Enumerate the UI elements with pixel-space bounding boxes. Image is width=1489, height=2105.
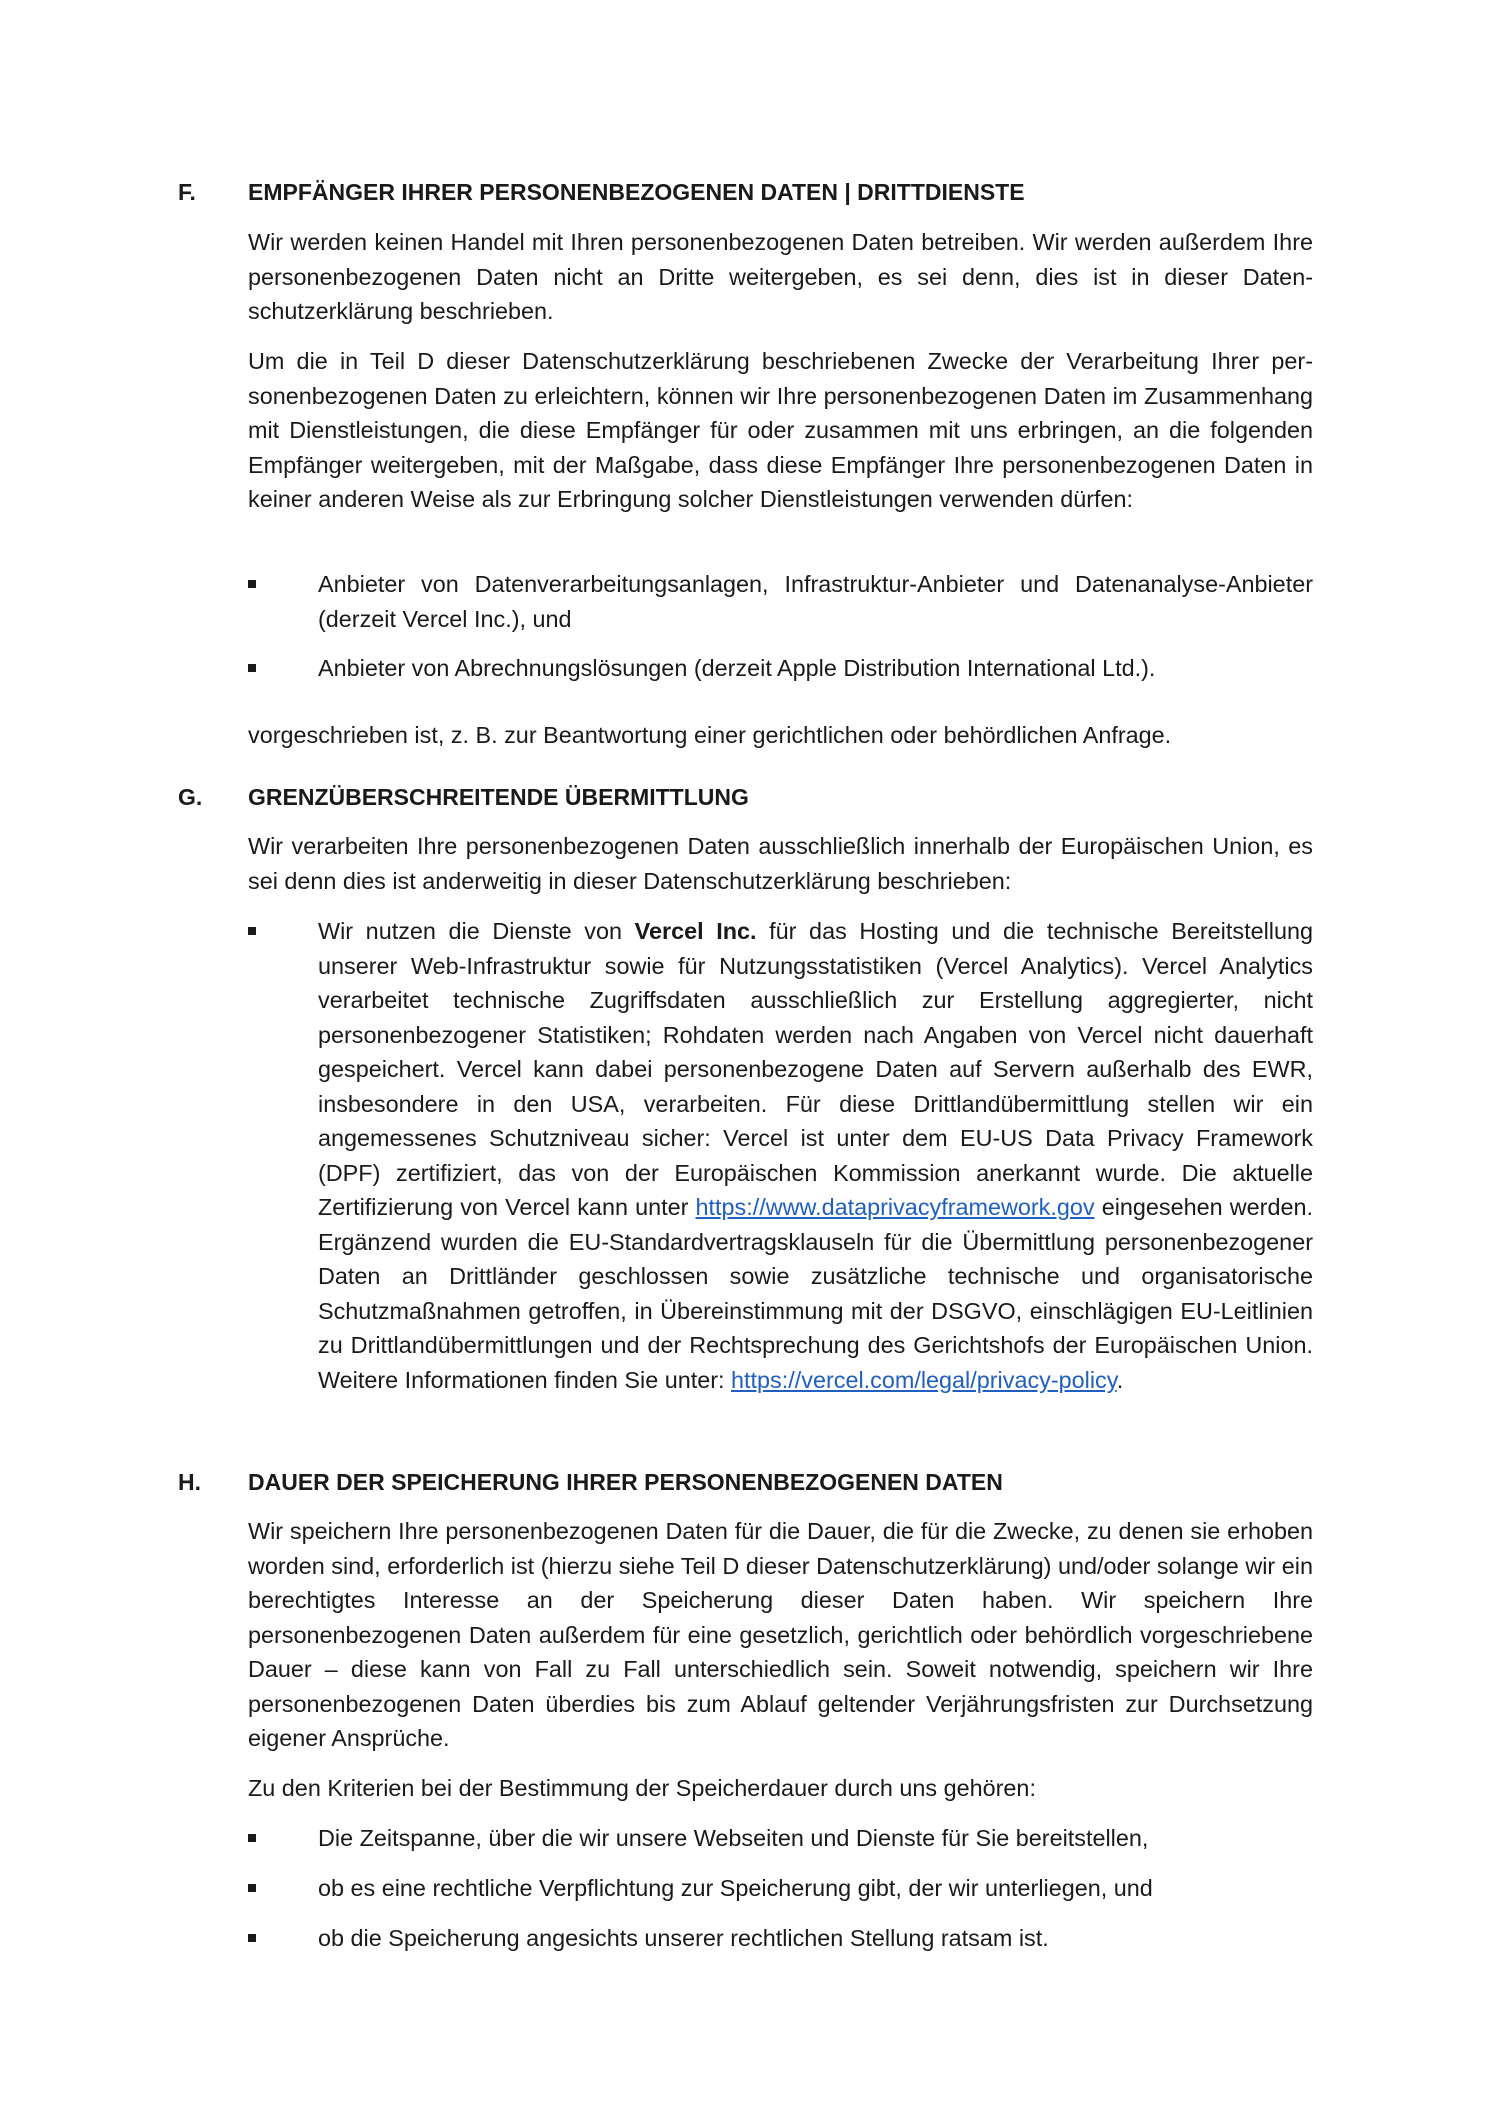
section-title: EMPFÄNGER IHRER PERSONENBEZOGENEN DATEN | DRITTDIENSTE bbox=[248, 179, 1025, 205]
vercel-bold: Vercel Inc. bbox=[634, 918, 757, 944]
dataprivacyframework-link[interactable]: https://www.dataprivacyframework.gov bbox=[695, 1194, 1095, 1220]
section-title: DAUER DER SPEICHERUNG IHRER PERSONENBEZOGENEN DATEN bbox=[248, 1469, 1003, 1495]
paragraph: Um die in Teil D dieser Datenschutzerklärung beschriebenen Zwecke der Verarbeitung Ihrer personenbezogenen Daten zu erleichtern, können wir Ihre personenbezogenen Daten im Zusammenhang mit Dienstleistungen, die diese Empfänger für oder zusammen mit uns erbringen, an die folgenden Empfänger weitergeben, mit der Maßgabe, dass diese Empfänger Ihre personenbezogenen Daten in keiner anderen Weise als zur Erbringung solcher Dienstleistungen verwenden dürfen: bbox=[248, 348, 1313, 512]
document-page: F. EMPFÄNGER IHRER PERSONENBEZOGENEN DATEN | DRITTDIENSTE Wir werden keinen Handel mit Ihren personenbezogenen Daten betreiben. Wir werden außerdem Ihre personenbezogenen Daten nicht an Dritte weitergeben, es sei denn, dies ist in dieser Datenschutzerklärung beschrieben. Um die in Teil D dieser Datenschutzerklärung beschriebenen Zwecke der Verarbeitung Ihrer personenbezogenen Daten zu erleichtern, können wir Ihre personenbezogenen Daten im Zusammenhang mit Dienstleistungen, die diese Empfänger für oder zusammen mit uns erbringen, an die folgenden Empfänger weitergeben, mit der Maßgabe, dass diese Empfänger Ihre personenbezogenen Daten in keiner anderen Weise als zur Erbringung solcher Dienstleistungen verwenden dürfen: Anbieter von Datenverarbeitungsanlagen, Infrastruktur-Anbieter und Datenanalyse-Anbieter (derzeit Vercel Inc.), und Anbieter von Abrechnungslösungen (derzeit Apple Distribution International Ltd.). vorgeschrieben ist, z. B. zur Beantwortung einer gerichtlichen oder behördlichen Anfrage. G. GRENZÜBERSCHREITENDE ÜBERMITTLUNG Wir verarbeiten Ihre personenbezogenen Daten ausschließlich innerhalb der Europäischen Union, es sei denn dies ist anderweitig in dieser Datenschutzerklärung beschrieben: Wir nutzen die Dienste von Vercel Inc. für das Hosting und die technische Bereitstellung unserer Web-Infrastruktur sowie für Nutzungsstatistiken (Vercel Analytics). Vercel Analytics verarbeitet technische Zugriffsdaten ausschließlich zur Erstellung aggregierter, nicht personenbezogener Statistiken; Rohdaten werden nach Angaben von Vercel nicht dauerhaft gespeichert. Vercel kann dabei personenbezogene Daten auf Servern außerhalb des EWR, insbesondere in den USA, verarbeiten. Für diese Drittlandübermittlung stellen wir ein angemessenes Schutzniveau sicher: Vercel ist unter dem EU-US Data Privacy Framework (DPF) zertifiziert, das von der Europäischen Kommission anerkannt wurde. Die aktuelle Zertifizierung von Vercel kann unter https://www.dataprivacyframework.gov eingesehen werden. Ergänzend wurden die EU-Standardvertragsklauseln für die Übermittlung personenbezogener Daten an Drittländer geschlossen sowie zusätzliche technische und organisatorische Schutzmaßnahmen getroffen, in Übereinstimmung mit der DSGVO, einschlägigen EU-Leitlinien zu Drittlandübermittlungen und der Rechtsprechung des Gerichtshofs der Europäischen Union. Weitere Informationen finden Sie unter: https://vercel.com/legal/privacy-policy. H. DAUER DER SPEICHERUNG IHRER PERSONENBEZOGENEN DATEN Wir speichern Ihre personenbezogenen Daten für die Dauer, die für die Zwecke, zu denen sie erhoben worden sind, erforderlich ist (hierzu siehe Teil D dieser Datenschutzerklärung) und/oder solange wir ein berechtigtes Interesse an der Speicherung dieser Daten haben. Wir speichern Ihre personenbezogenen Daten außerdem für eine gesetzlich, gerichtlich oder behördlich vorgeschriebene Dauer – diese kann von Fall zu Fall unterschiedlich sein. Soweit notwendig, speichern wir Ihre personenbezogenen Daten überdies bis zum Ablauf geltender Verjährungsfristen zur Durchsetzung eigener Ansprüche. Zu den Kriterien bei der Bestimmung der Speicherdauer durch uns gehören: Die Zeitspanne, über die wir unsere Webseiten und Dienste für Sie bereitstellen, ob es eine rechtliche Verpflichtung zur Speicherung gibt, der wir unterliegen, und ob die Speicherung angesichts unserer rechtlichen Stellung ratsam ist. bbox=[178, 179, 1313, 1951]
section-title: GRENZÜBERSCHREITENDE ÜBERMITTLUNG bbox=[248, 784, 749, 810]
section-letter: H. bbox=[178, 1469, 201, 1495]
paragraph: vorgeschrieben ist, z. B. zur Beantwortung einer gerichtlichen oder behördlichen Anfrage. bbox=[248, 722, 1172, 748]
bullet-square-icon bbox=[248, 567, 258, 577]
bullet-square-icon bbox=[248, 1871, 258, 1881]
vercel-privacy-policy-link[interactable]: https://vercel.com/legal/privacy-policy bbox=[731, 1366, 1117, 1393]
section-letter: F. bbox=[178, 179, 196, 205]
bullet-square-icon bbox=[248, 651, 258, 661]
paragraph: Wir speichern Ihre personenbezogenen Daten für die Dauer, die für die Zwecke, zu denen sie erhoben worden sind, erforderlich ist (hierzu siehe Teil D dieser Datenschutzerklärung) und/oder solange wir ein berechtigtes Interesse an der Speicherung dieser Daten haben. Wir speichern Ihre personenbezogenen Daten außerdem für eine gesetzlich, gerichtlich oder behördlich vorgeschriebene Dauer – diese kann von Fall zu Fall unterschiedlich sein. Soweit notwendig, speichern wir Ihre personenbezogenen Daten überdies bis zum Ablauf geltender Verjährungsfristen zur Durchsetzung eigener Ansprüche. bbox=[248, 1518, 1313, 1751]
paragraph: Wir verarbeiten Ihre personenbezogenen Daten ausschließlich innerhalb der Europäischen Union, es sei denn dies ist anderweitig in dieser Datenschutzerklärung beschrieben: bbox=[248, 833, 1313, 894]
paragraph: Wir werden keinen Handel mit Ihren personenbezogenen Daten betreiben. Wir werden außerdem Ihre personenbezogenen Daten nicht an Dritte weitergeben, es sei denn, dies ist in dieser Datenschutzerklärung beschrieben. bbox=[248, 229, 1313, 324]
bullet-square-icon bbox=[248, 914, 258, 924]
paragraph: Zu den Kriterien bei der Bestimmung der Speicherdauer durch uns gehören: bbox=[248, 1775, 1036, 1801]
bullet-square-icon bbox=[248, 1821, 258, 1831]
bullet-square-icon bbox=[248, 1921, 258, 1931]
section-letter: G. bbox=[178, 784, 203, 810]
